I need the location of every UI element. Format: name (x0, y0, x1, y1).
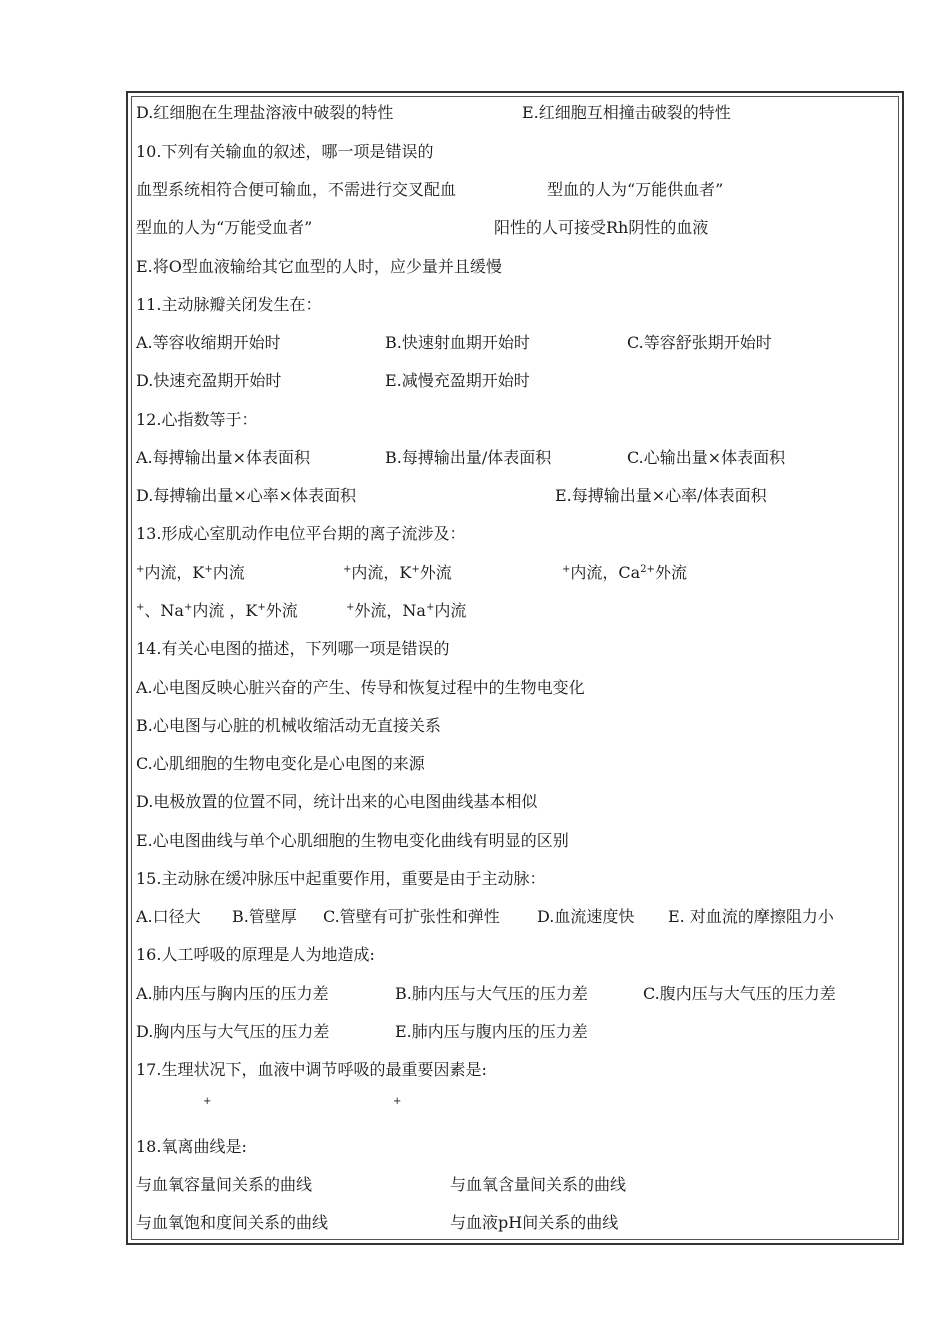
text-line (0, 178, 950, 202)
text-segment: 12.心指数等于： (136, 410, 258, 429)
text-segment: A.等容收缩期开始时 (136, 333, 281, 352)
text-segment: A.心电图反映心脏兴奋的产生、传导和恢复过程中的生物电变化 (136, 678, 585, 697)
text-segment: C.等容舒张期开始时 (627, 333, 772, 352)
text-segment: C.腹内压与大气压的压力差 (643, 984, 836, 1003)
text-segment: 与血氧饱和度间关系的曲线 (136, 1213, 329, 1232)
text-segment: D.胸内压与大气压的压力差 (136, 1022, 330, 1041)
text-segment: C.心肌细胞的生物电变化是心电图的来源 (136, 754, 425, 773)
text-segment: 血型系统相符合便可输血，不需进行交叉配血 (136, 180, 457, 199)
text-segment: C.管壁有可扩张性和弹性 (323, 907, 500, 926)
text-line (0, 1135, 950, 1159)
text-segment: 与血氧含量间关系的曲线 (450, 1175, 627, 1194)
text-line (0, 446, 950, 470)
text-line (0, 369, 950, 393)
text-line (0, 982, 950, 1006)
text-segment: E.每搏输出量×心率/体表面积 (555, 486, 767, 505)
text-segment: +内流，K+外流 (343, 563, 452, 582)
text-line (0, 905, 950, 929)
text-segment: 与血液pH间关系的曲线 (450, 1213, 619, 1232)
text-line (0, 101, 950, 125)
text-segment: 16.人工呼吸的原理是人为地造成: (136, 945, 375, 964)
text-line (0, 943, 950, 967)
text-segment: D.每搏输出量×心率×体表面积 (136, 486, 357, 505)
text-segment: D.电极放置的位置不同，统计出来的心电图曲线基本相似 (136, 792, 538, 811)
text-segment: 与血氧容量间关系的曲线 (136, 1175, 313, 1194)
text-segment: 17.生理状况下，血液中调节呼吸的最重要因素是: (136, 1060, 487, 1079)
text-segment: A.肺内压与胸内压的压力差 (136, 984, 329, 1003)
text-segment: +外流，Na+内流 (346, 601, 467, 620)
text-segment: E.减慢充盈期开始时 (385, 371, 530, 390)
text-line (0, 522, 950, 546)
text-line (0, 216, 950, 240)
text-segment: B.快速射血期开始时 (385, 333, 530, 352)
text-line (0, 140, 950, 164)
text-segment: 阳性的人可接受Rh阴性的血液 (494, 218, 709, 237)
text-segment: 15.主动脉在缓冲脉压中起重要作用，重要是由于主动脉： (136, 869, 546, 888)
text-segment: E.红细胞互相撞击破裂的特性 (522, 103, 731, 122)
text-line (0, 676, 950, 700)
text-segment: E.将O型血液输给其它血型的人时，应少量并且缓慢 (136, 257, 502, 276)
text-segment: 14.有关心电图的描述，下列哪一项是错误的 (136, 639, 450, 658)
text-line (0, 255, 950, 279)
text-segment: E.心电图曲线与单个心肌细胞的生物电变化曲线有明显的区别 (136, 831, 569, 850)
text-segment: A.口径大 (136, 907, 201, 926)
text-segment: B.心电图与心脏的机械收缩活动无直接关系 (136, 716, 441, 735)
text-line (0, 293, 950, 317)
text-segment: E. 对血流的摩擦阻力小 (668, 907, 834, 926)
text-segment: B.肺内压与大气压的压力差 (395, 984, 588, 1003)
text-line (0, 752, 950, 776)
text-segment: 18.氧离曲线是: (136, 1137, 247, 1156)
text-segment: B.每搏输出量/体表面积 (385, 448, 552, 467)
text-line (0, 867, 950, 891)
text-segment: E.肺内压与腹内压的压力差 (395, 1022, 588, 1041)
text-line (0, 1173, 950, 1197)
text-segment: 型血的人为“万能受血者” (136, 218, 313, 237)
text-line (0, 408, 950, 432)
text-line (0, 1020, 950, 1044)
text-segment: 型血的人为“万能供血者” (547, 180, 724, 199)
text-segment: A.每搏输出量×体表面积 (136, 448, 311, 467)
text-line (0, 599, 950, 623)
text-line (0, 484, 950, 508)
text-segment: 10.下列有关输血的叙述，哪一项是错误的 (136, 142, 434, 161)
text-segment: + (203, 1096, 212, 1107)
text-segment: +、Na+内流 ，K+外流 (136, 601, 298, 620)
text-segment: D.血流速度快 (537, 907, 635, 926)
text-segment: C.心输出量×体表面积 (627, 448, 786, 467)
text-line (0, 561, 950, 585)
text-segment: 11.主动脉瓣关闭发生在： (136, 295, 322, 314)
text-line (0, 1211, 950, 1235)
text-segment: D.快速充盈期开始时 (136, 371, 282, 390)
text-line (0, 790, 950, 814)
text-segment: + (393, 1096, 402, 1107)
text-segment: B.管壁厚 (232, 907, 297, 926)
text-line (0, 1093, 950, 1117)
text-segment: D.红细胞在生理盐溶液中破裂的特性 (136, 103, 394, 122)
text-segment: +内流，$Ca^{2+}$外流 (562, 563, 687, 582)
text-line (0, 1058, 950, 1082)
text-segment: +内流，K+内流 (136, 563, 245, 582)
text-line (0, 829, 950, 853)
text-line (0, 714, 950, 738)
text-line (0, 637, 950, 661)
text-line (0, 331, 950, 355)
text-segment: 13.形成心室肌动作电位平台期的离子流涉及： (136, 524, 466, 543)
